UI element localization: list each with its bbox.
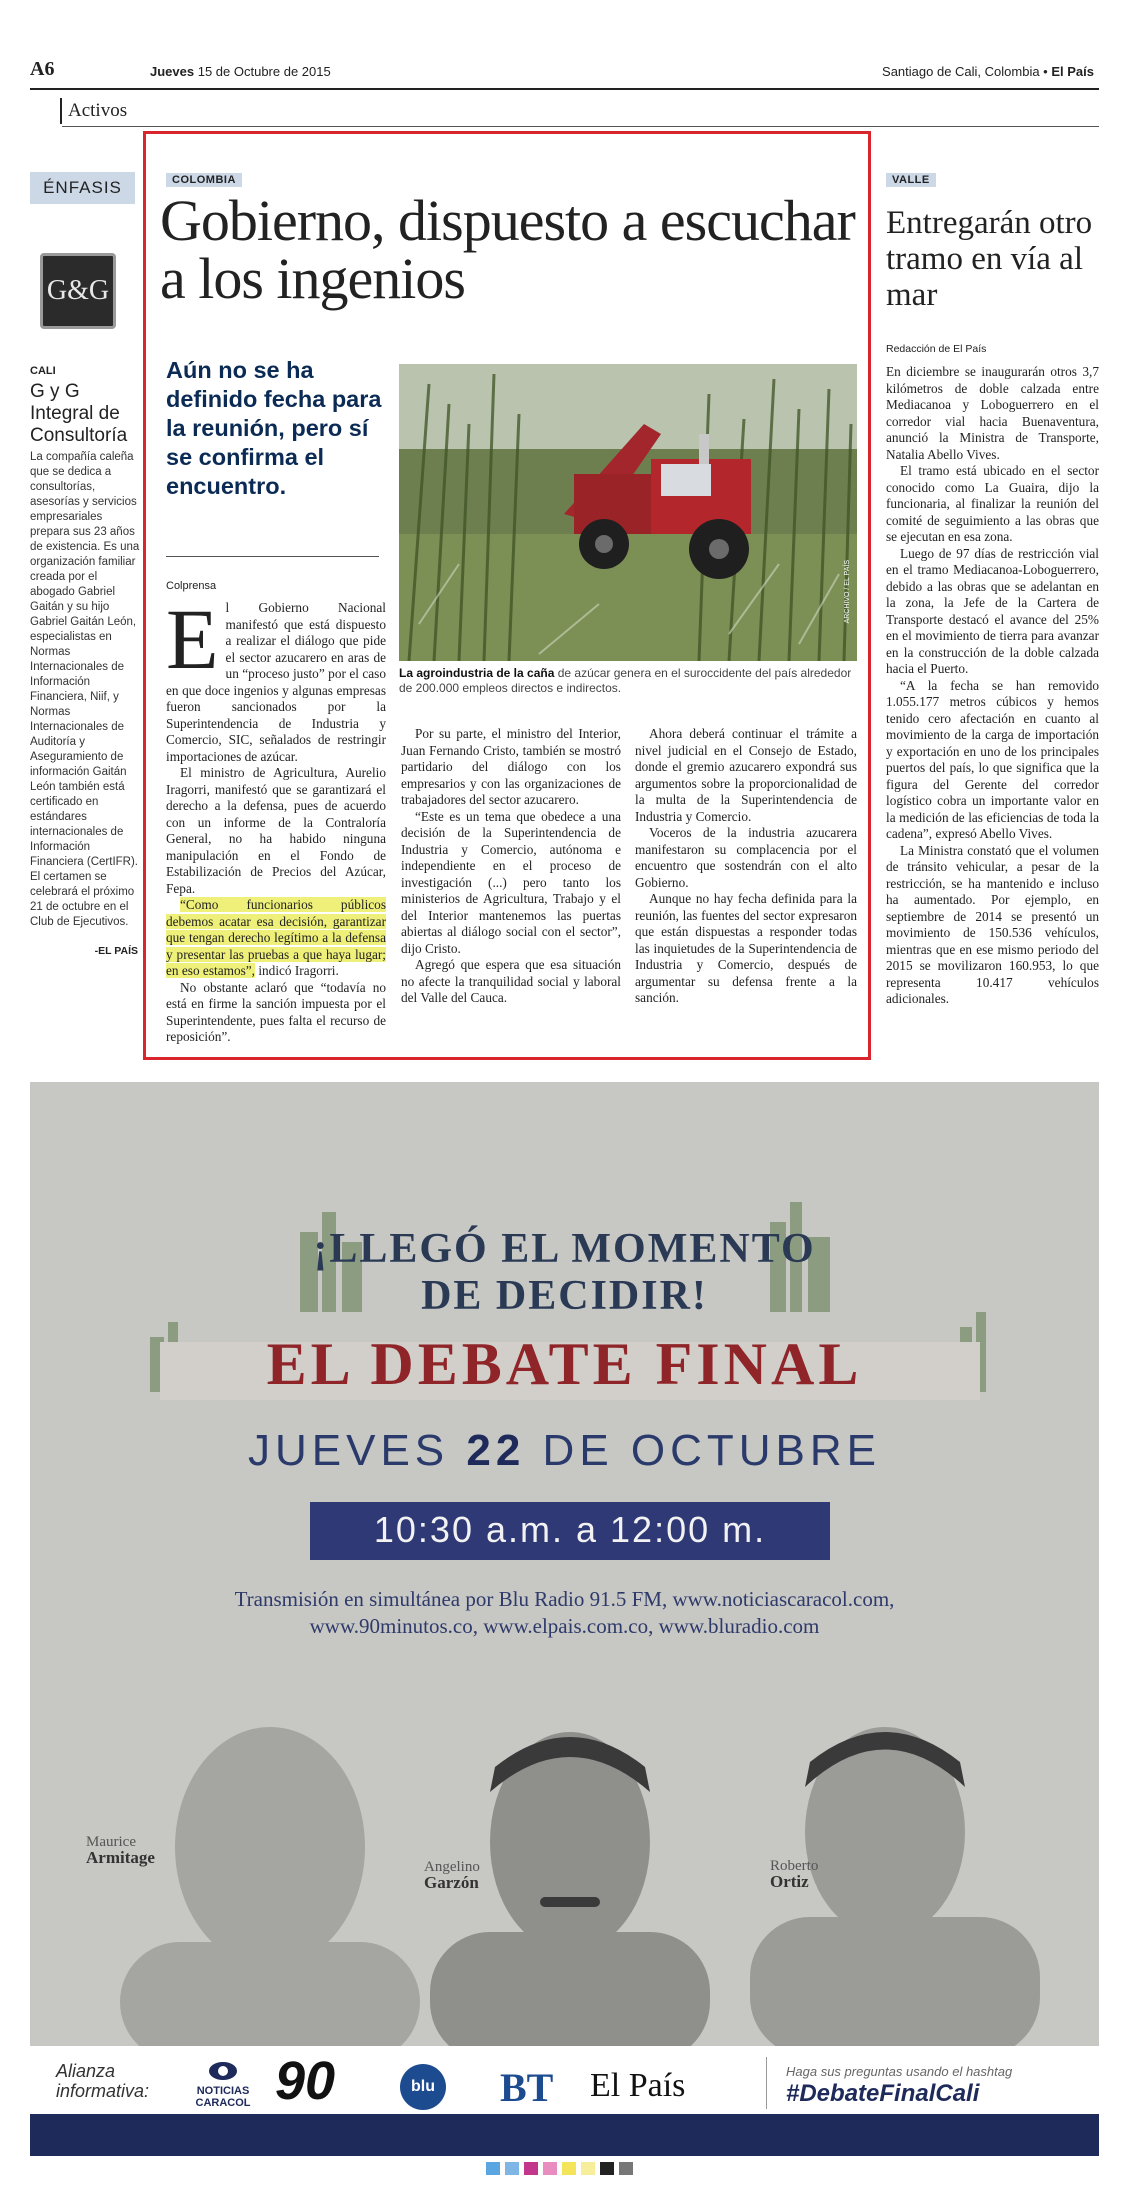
caracol-eye-icon xyxy=(208,2060,238,2082)
gg-logo: G&G xyxy=(40,253,116,329)
story-paragraph: Por su parte, el ministro del Interior, Juan Fernando Cristo, también se mostró partidario del diálogo con los empresarios y con las organizaciones de trabajadores del sector azucarero. xyxy=(401,726,621,807)
right-story-byline: Redacción de El País xyxy=(886,343,987,355)
print-swatch xyxy=(524,2162,538,2175)
ad-date-pre: JUEVES xyxy=(247,1426,467,1475)
story-deck: Aún no se ha definido fecha para la reunión, pero sí se confirma el encuentro. xyxy=(166,357,382,499)
story-column-1 xyxy=(166,591,386,1046)
noticias-caracol-logo xyxy=(188,2060,258,2109)
candidate-2-last: Garzón xyxy=(424,1873,479,1892)
sidebar-kicker: CALI xyxy=(30,365,56,377)
story-paragraph: La Ministra constató que el volumen de tránsito vehicular, a pesar de la restricción, se ha mantenido e incluso ha aumentado. Por ejemplo, en septiembre de 2014 se presentó un movimiento de 150.536 vehículos, mientras que en ese mismo periodo del 2015 se movilizaron 160.953, lo que representa 10.417 vehículos adicionales. xyxy=(886,842,1099,1006)
hashtag: #DebateFinalCali xyxy=(786,2080,980,2107)
ad-date-number: 22 xyxy=(466,1426,526,1475)
print-swatch xyxy=(543,2162,557,2175)
section-rule xyxy=(62,126,1099,127)
story-headline: Gobierno, dispuesto a escuchar a los ingenios xyxy=(160,188,855,311)
story-paragraph: “Este es un tema que obedece a una decisión de la Superintendencia de Industria y Comercio, autónoma e independiente en el proceso de investigación (...) pero tanto los ministerios de Agricultura, Trabajo y el del Interior mantenemos las puertas abiertas al diálogo social con el sector”, dijo Cristo. xyxy=(401,808,621,956)
print-swatch xyxy=(486,2162,500,2175)
candidates-photo xyxy=(30,1682,1099,2046)
ad-headline-line1: ¡LLEGÓ EL MOMENTO xyxy=(313,1226,816,1272)
deck-rule xyxy=(166,556,379,557)
bt-logo: BT xyxy=(500,2065,554,2110)
hashtag-label: Haga sus preguntas usando el hashtag xyxy=(786,2064,1013,2079)
ad-date xyxy=(30,1426,1099,1476)
ad-title: EL DEBATE FINAL xyxy=(266,1331,863,1397)
story-paragraph: El ministro de Agricultura, Aurelio Iragorri, manifestó que se garantizará el derecho a la defensa, pues de acuerdo con un informe de la Contraloría General, no ha habido ninguna manipulación en el Fondo de Estabilización de Precios del Azúcar, Fepa. xyxy=(166,765,386,896)
blu-radio-logo: blu xyxy=(400,2064,446,2110)
story-paragraph: Aunque no hay fecha definida para la reunión, las fuentes del sector expresaron que están dispuestas a responder todas las inquietudes de la Superintendencia de Industria y Comercio, después de argumentar su defensa frente a la sanción. xyxy=(635,891,857,1005)
story-paragraph: “A la fecha se han removido 1.055.177 metros cúbicos y hemos tenido cero afectación en cuanto al movimiento de la carga de importación y exportación en uno de los principales puertos del país, lo que significa que la figura del Gerente del corredor logístico cobra un importante valor en la medición de las eficiencias de toda la cadena”, expresó Abello Vives. xyxy=(886,677,1099,841)
sugarcane-harvest-photo xyxy=(399,364,857,661)
ad-date-post: DE OCTUBRE xyxy=(525,1426,882,1475)
story-column-3 xyxy=(635,726,857,1007)
caption-bold: La agroindustria de la caña xyxy=(399,666,555,680)
ad-time: 10:30 a.m. a 12:00 m. xyxy=(373,1509,767,1550)
print-swatch xyxy=(581,2162,595,2175)
sidebar-signature: -EL PAÍS xyxy=(94,945,138,957)
story-paragraph: En diciembre se inaugurarán otros 3,7 kilómetros de doble calzada entre Mediacanoa y Loboguerrero en el corredor vial hacia Buenaventura, anunció la Ministra de Transporte, Natalia Abello Vives. xyxy=(886,364,1099,462)
print-swatch xyxy=(619,2162,633,2175)
print-swatch xyxy=(505,2162,519,2175)
location: Santiago de Cali, Colombia • xyxy=(882,64,1048,79)
candidate-1-name xyxy=(86,1834,155,1866)
story-paragraph xyxy=(166,897,386,980)
right-story-headline: Entregarán otro tramo en vía al mar xyxy=(886,205,1093,313)
ad-alliance-label: Alianza informativa: xyxy=(56,2061,150,2101)
print-swatch xyxy=(562,2162,576,2175)
candidate-3-name xyxy=(770,1858,818,1890)
quote-attribution: indicó Iragorri. xyxy=(255,963,339,978)
candidate-2-name xyxy=(424,1859,480,1891)
section-tab: Activos xyxy=(60,98,135,124)
candidate-3-last: Ortiz xyxy=(770,1872,809,1891)
sidebar-body: La compañía caleña que se dedica a consultorías, asesorías y servicios empresariales prepara sus 23 años de existencia. Es una organización familiar creada por el abogado Gabriel Gaitán y su hijo Gabriel Gaitán León, especialistas en Normas Internacionales de Información Financiera, Niif, y Normas Internacionales de Auditoría y Aseguramiento de información Gaitán León también está certificado en estándares internacionales de Información Financiera (CertIFR). El certamen se celebrará el próximo 21 de octubre en el Club de Ejecutivos. xyxy=(30,451,140,928)
right-story-kicker: VALLE xyxy=(886,173,936,187)
highlighted-quote: “Como funcionarios públicos debemos acatar esa decisión, garantizar que tengan derecho legítimo a la defensa y presentar las pruebas a que haya lugar; en eso estamos”, xyxy=(166,897,386,978)
caracol-label: NOTICIAS CARACOL xyxy=(195,2085,251,2109)
90-minutos-logo: 90 xyxy=(275,2051,336,2111)
paper-name: El País xyxy=(1051,64,1094,79)
el-pais-logo: El País xyxy=(590,2067,686,2104)
ad-headline-line2: DE DECIDIR! xyxy=(421,1273,708,1319)
story-paragraph: Ahora deberá continuar el trámite a nivel judicial en el Consejo de Estado, donde el gremio azucarero expondrá sus argumentos sobre la proporcionalidad de la multa de la Superintendencia de Industria y Comercio. xyxy=(635,726,857,824)
story-byline: Colprensa xyxy=(166,580,217,592)
enfasis-label: ÉNFASIS xyxy=(30,172,135,204)
sidebar-title: G y G Integral de Consultoría xyxy=(30,381,128,446)
ad-transmission-line2: www.90minutos.co, www.elpais.com.co, www.bluradio.com xyxy=(309,1614,820,1638)
story-paragraph: Agregó que espera que esa situación no afecte la tranquilidad social y laboral del Valle del Cauca. xyxy=(401,957,621,1005)
story-paragraph: El tramo está ubicado en el sector conocido como La Guaira, dijo la funcionaria, al finalizar la reunión del comité de seguimiento a las obras que se ejecutan en esa zona. xyxy=(886,463,1099,544)
story-paragraph: No obstante aclaró que “todavía no está en firme la sanción impuesta por el Superintendente, pues falta el recurso de reposición”. xyxy=(166,979,386,1044)
story-paragraph: Voceros de la industria azucarera manifestaron su complacencia por el encuentro que sostendrán con el alto Gobierno. xyxy=(635,825,857,890)
caption-text: de azúcar genera en el suroccidente del país alrededor de 200.000 empleos directos e indirectos. xyxy=(399,666,852,695)
candidate-2-first: Angelino xyxy=(424,1859,480,1875)
candidate-1-first: Maurice xyxy=(86,1834,136,1850)
story-paragraph: l Gobierno Nacional manifestó que está dispuesto a realizar el diálogo que pide el sector azucarero en aras de un “proceso justo” por el caso en que doce ingenios y algunas empresas fueron sancionados por la Superintendencia de Industria y Comercio, SIC, señalados de restringir importaciones de azúcar. xyxy=(166,600,386,764)
candidate-1-last: Armitage xyxy=(86,1848,155,1867)
story-kicker: COLOMBIA xyxy=(166,173,242,187)
ad-bottom-band xyxy=(30,2114,1099,2156)
page-number: A6 xyxy=(30,58,55,80)
photo-credit: ARCHIVO / EL PAÍS xyxy=(844,560,851,624)
story-paragraph: Luego de 97 días de restricción vial en el tramo Mediacanoa-Loboguerrero, debido a las obras que se adelantan en la zona, la Jefe de la Cartera de Transporte destacó el avance del 25% en el movimiento de tierra para avanzar en la construcción de la doble calzada hacia el Puerto. xyxy=(886,545,1099,676)
photo-illustration xyxy=(399,364,857,661)
dateline-date: 15 de Octubre de 2015 xyxy=(197,64,331,79)
right-story-body xyxy=(886,364,1099,1008)
candidate-3-first: Roberto xyxy=(770,1858,819,1874)
drop-cap: E xyxy=(166,591,219,687)
story-column-2 xyxy=(401,726,621,1007)
debate-advertisement xyxy=(30,1082,1099,2156)
location-line xyxy=(882,64,1094,79)
dateline xyxy=(150,64,331,79)
sponsor-divider xyxy=(766,2057,767,2109)
header-rule xyxy=(30,88,1099,90)
print-swatch xyxy=(600,2162,614,2175)
dateline-day: Jueves xyxy=(150,64,195,79)
ad-transmission-line1: Transmisión en simultánea por Blu Radio 91.5 FM, www.noticiascaracol.com, xyxy=(234,1587,895,1611)
photo-caption xyxy=(399,666,857,696)
